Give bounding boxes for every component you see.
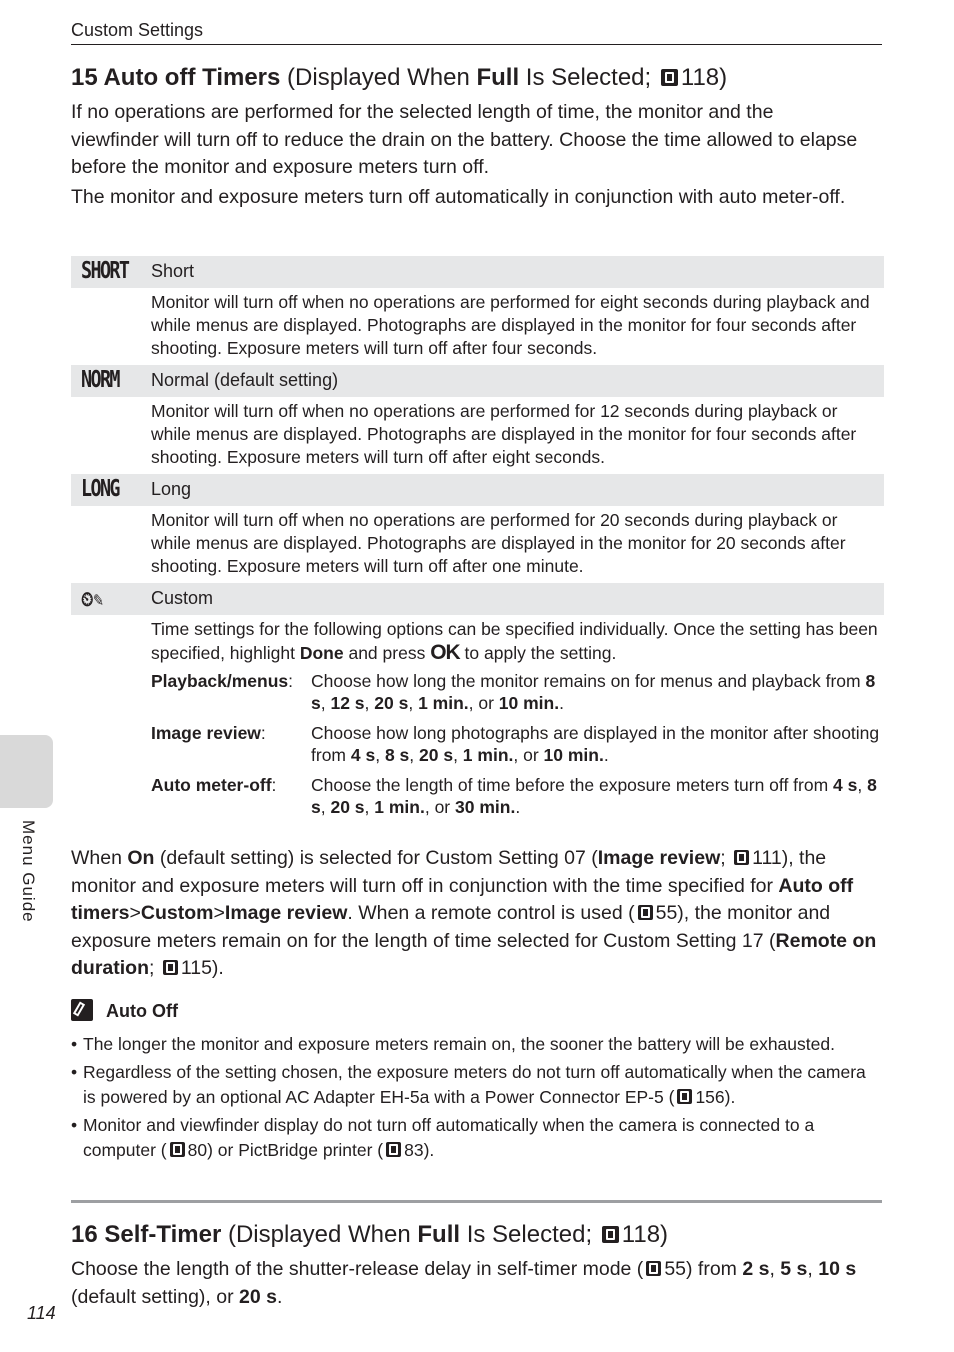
- page-ref-icon: [602, 1226, 619, 1243]
- option-normal-row: [71, 365, 884, 397]
- intro-paragraph-2: The monitor and exposure meters turn off automatically in conjunction with auto meter-off.: [71, 186, 846, 208]
- page-ref-icon: [677, 1089, 692, 1104]
- norm-icon: NORM: [81, 367, 119, 393]
- custom-item-text: Choose how long photographs are displayed in the monitor after shooting from 4 s, 8 s, 20 s, 1 min., or 10 min..: [311, 723, 880, 765]
- page-ref-icon: [646, 1261, 661, 1276]
- custom-item-label: Image review:: [151, 723, 266, 743]
- running-header: Custom Settings: [71, 20, 204, 40]
- note-list: [71, 1032, 883, 1166]
- note-title: Auto Off: [106, 1001, 178, 1021]
- custom-item-label: Auto meter-off:: [151, 775, 277, 795]
- option-description: Monitor will turn off when no operations are performed for 20 seconds during playback or while menus are displayed. Photographs are displayed in the monitor for 20 seconds after shooting. Exposure meters will turn off after one minute.: [151, 510, 846, 576]
- option-label: Long: [151, 479, 192, 499]
- note-pencil-icon: [71, 999, 93, 1021]
- page-ref-icon: [386, 1142, 401, 1157]
- section-15-heading: 15 Auto off Timers (Displayed When Full Is Selected; 118): [71, 64, 728, 91]
- header-rule: [71, 44, 882, 45]
- section-divider: [71, 1200, 882, 1203]
- custom-item-text: Choose the length of time before the exposure meters turn off from 4 s, 8 s, 20 s, 1 min., or 30 min..: [311, 775, 877, 817]
- option-description: Monitor will turn off when no operations are performed for 12 seconds during playback or while menus are displayed. Photographs are displayed in the monitor for four seconds after shooting. Exposure meters will turn off after eight seconds.: [151, 401, 857, 467]
- list-item: • The longer the monitor and exposure meters remain on, the sooner the battery will be exhausted.: [71, 1032, 883, 1057]
- option-description: Monitor will turn off when no operations are performed for eight seconds during playback and while menus are displayed. Photographs are displayed in the monitor for four seconds after shooting. Exposure meters will turn off after four seconds.: [151, 292, 870, 358]
- section-16-heading: 16 Self-Timer (Displayed When Full Is Selected; 118): [71, 1221, 669, 1248]
- section-tab: [0, 735, 53, 808]
- page-ref-icon: [661, 69, 678, 86]
- page-ref-icon: [638, 905, 653, 920]
- page-ref-icon: [734, 850, 749, 865]
- page-number: 114: [27, 1303, 56, 1323]
- self-timer-paragraph: Choose the length of the shutter-release delay in self-timer mode ( 55) from 2 s, 5 s, 10 s (default setting), or 20 s.: [71, 1258, 857, 1308]
- ok-button-icon: OK: [430, 641, 460, 664]
- custom-item-label: Playback/menus:: [151, 671, 294, 691]
- intro-paragraph: If no operations are performed for the selected length of time, the monitor and the viewfinder will turn off to reduce the drain on the battery. Choose the time allowed to elapse before the monitor and exposure meters turn off.: [71, 101, 858, 178]
- custom-timer-icon: ⏲✎: [81, 587, 104, 611]
- custom-item-text: Choose how long the monitor remains on for menus and playback from 8 s, 12 s, 20 s, 1 min., or 10 min..: [311, 671, 876, 713]
- list-item: • Monitor and viewfinder display do not turn off automatically when the camera is connected to a computer ( 80) or PictBridge printer ( 83).: [71, 1113, 883, 1163]
- option-label: Normal (default setting): [151, 370, 339, 390]
- page-ref-icon: [170, 1142, 185, 1157]
- option-description: Time settings for the following options can be specified individually. Once the setting has been specified, highlight Done and press OK to apply the setting.: [151, 619, 878, 664]
- option-label: Custom: [151, 588, 214, 608]
- option-short-row: [71, 256, 884, 288]
- short-icon: SHORT: [81, 258, 129, 284]
- remote-paragraph: When On (default setting) is selected for Custom Setting 07 (Image review; 111), the monitor and exposure meters will turn off in conjunction with the time specified for Auto off timers>Custom>Image review. When a remote control is used ( 55), the monitor and exposure meters remain on for the length of time selected for Custom Setting 17 (Remote on duration; 115).: [71, 847, 877, 979]
- page-ref-icon: [163, 960, 178, 975]
- option-long-row: [71, 474, 884, 506]
- long-icon: LONG: [81, 476, 119, 502]
- side-label: Menu Guide: [19, 820, 38, 923]
- option-custom-row: [71, 583, 884, 615]
- list-item: • Regardless of the setting chosen, the exposure meters do not turn off automatically when the camera is powered by an optional AC Adapter EH-5a with a Power Connector EP-5 ( 156).: [71, 1060, 883, 1110]
- option-label: Short: [151, 261, 195, 281]
